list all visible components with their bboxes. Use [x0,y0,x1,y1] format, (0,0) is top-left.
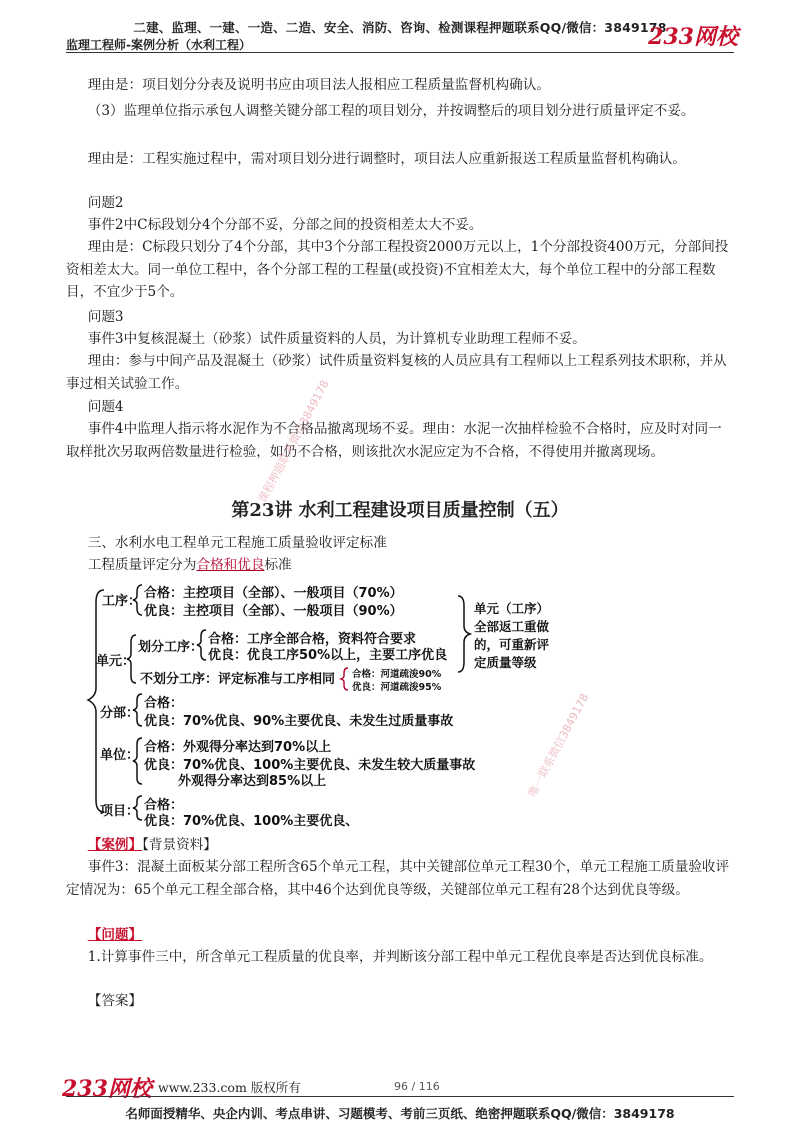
background-tag: 【背景资料】 [142,837,217,853]
intro-line [66,554,734,577]
unit-project-good: 优良：70%优良、100%主要优良、未发生较大质量事故 [144,758,476,773]
process-label: 工序： [102,594,142,609]
heading-question-4: 问题4 [87,399,124,415]
unit-label: 单元： [96,654,136,669]
side-brace [458,596,470,672]
question-tag: 【问题】 [87,927,143,943]
project-label: 项目： [100,804,140,819]
paragraph-reason-1: 理由是：项目划分分表及说明书应由项目法人报相应工程质量监督机构确认。 [87,77,550,93]
nosplit-brace [341,668,348,690]
footer-divider [66,1096,734,1097]
unit-project-good-2: 外观得分率达到85%以上 [178,774,327,789]
process-pass: 合格：主控项目（全部）、一般项目（70%） [144,586,403,601]
page-number: 96 / 116 [394,1080,440,1093]
brand-logo: 233网校 [648,24,738,50]
footer-logo: 233网校 [62,1076,152,1102]
heading-question-3: 问题3 [87,309,124,325]
lecture-title: 第23讲 水利工程建设项目质量控制（五） [231,500,569,521]
heading-question-2: 问题2 [87,195,124,211]
split-good: 优良：优良工序50%以上，主要工序优良 [208,648,448,663]
project-good: 优良：70%优良、100%主要优良、 [144,814,359,829]
header-contact-line: 二建、监理、一建、一造、二造、安全、消防、咨询、检测课程押题联系QQ/微信：3849178 [133,20,667,35]
watermark-2: 唯一联系微信3849178 [525,691,592,800]
case-header [66,834,734,857]
part-good: 优良：70%优良、90%主要优良、未发生过质量事故 [144,714,454,729]
process-good: 优良：主控项目（全部）、一般项目（90%） [144,604,403,619]
part-pass: 合格： [144,696,184,711]
side-note: 单元（工序）全部返工重做的，可重新评定质量等级 [474,601,550,670]
header-divider [66,52,734,53]
footer-site: www.233.com 版权所有 [158,1080,301,1095]
unit-project-label: 单位： [100,748,140,763]
intro-suffix: 标准 [264,557,292,573]
part-label: 分部： [100,706,140,721]
watermark-1: 课程押题联系微信3849178 [255,377,332,506]
question-header [66,924,734,947]
nosplit-label: 不划分工序：评定标准与工序相同 [140,672,336,687]
project-pass: 合格： [144,798,184,813]
paragraph-event-3: 事件3中复核混凝土（砂浆）试件质量资料的人员，为计算机专业助理工程师不妥。 [87,331,586,347]
answer-header: 【答案】 [87,993,143,1009]
nosplit-good: 优良：河道疏浚95% [352,682,442,693]
main-brace [88,590,104,812]
header-subtitle: 监理工程师-案例分析（水利工程） [66,38,251,52]
unit-project-pass: 合格：外观得分率达到70%以上 [144,740,332,755]
section-heading: 三、水利水电工程单元工程施工质量验收评定标准 [87,535,387,551]
paragraph-reason-2: 理由是：工程实施过程中，需对项目划分进行调整时，项目法人应重新报送工程质量监督机构确认。 [87,151,686,167]
footer-contact-line: 名师面授精华、央企内训、考点串讲、习题模考、考前三页纸、绝密押题联系QQ/微信：3849178 [125,1106,675,1121]
paragraph-event-2: 事件2中C标段划分4个分部不妥，分部之间的投资相差太大不妥。 [87,217,483,233]
case-tag: 【案例】 [87,837,143,853]
paragraph-item-3: （3）监理单位指示承包人调整关键分部工程的项目划分，并按调整后的项目划分进行质量评定不妥。 [87,103,695,119]
split-label: 划分工序： [138,640,204,655]
paragraph-reason-4: 理由：参与中间产品及混凝土（砂浆）试件质量资料复核的人员应具有工程师以上工程系列技术职称，并从事过相关试验工作。 [66,353,727,392]
intro-prefix: 工程质量评定分为 [87,557,197,573]
nosplit-pass: 合格：河道疏浚90% [352,669,442,680]
split-pass: 合格：工序全部合格，资料符合要求 [208,632,417,647]
question-1: 1.计算事件三中，所含单元工程质量的优良率，并判断该分部工程中单元工程优良率是否达到优良标准。 [87,949,713,965]
intro-highlight: 合格和优良 [196,557,265,573]
case-event-3: 事件3：混凝土面板某分部工程所含65个单元工程，其中关键部位单元工程30个，单元工程施工质量验收评定情况为：65个单元工程全部合格，其中46个达到优良等级，关键部位单元工程有28个达到优良等级。 [66,859,730,898]
paragraph-event-4: 事件4中监理人指示将水泥作为不合格品撤离现场不妥。理由：水泥一次抽样检验不合格时，应及时对同一取样批次另取两倍数量进行检验，如仍不合格，则该批次水泥应定为不合格，不得使用并撤离现场。 [66,421,722,460]
paragraph-reason-3: 理由是：C标段只划分了4个分部，其中3个分部工程投资2000万元以上，1个分部投资400万元，分部间投资相差太大。同一单位工程中，各个分部工程的工程量(或投资)不宜相差太大，每个单位工程中的分部工程数目，不宜少于5个。 [66,239,729,301]
